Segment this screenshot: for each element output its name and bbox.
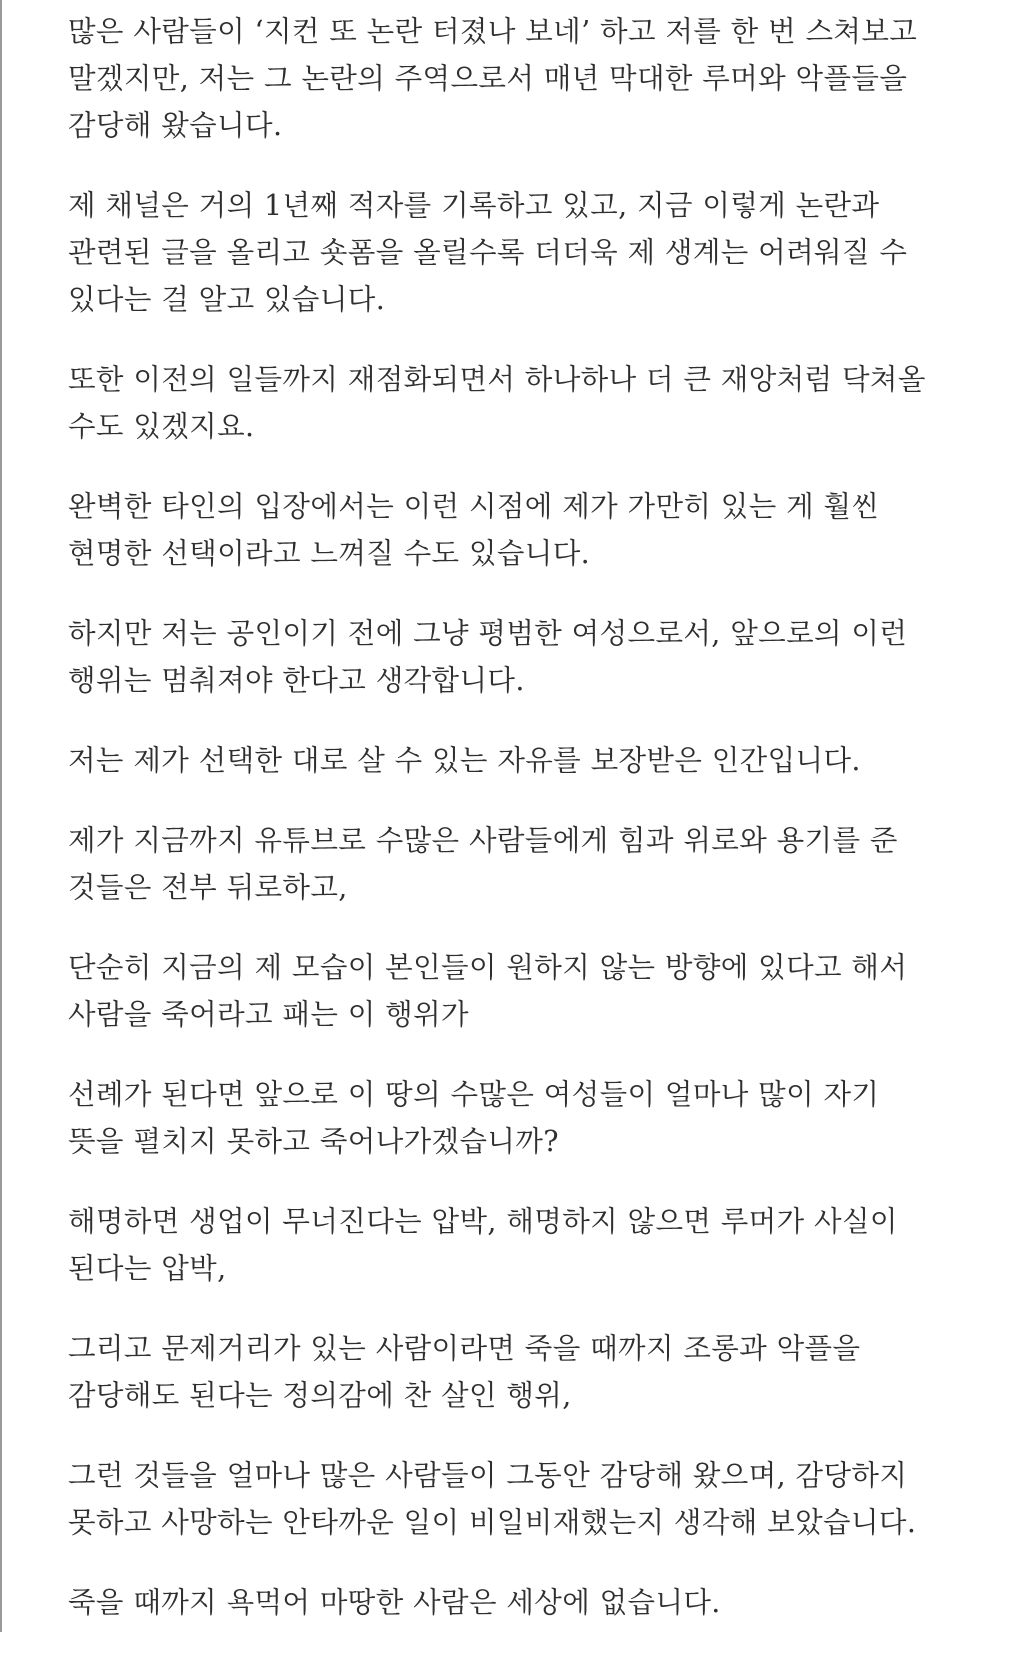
text-line: 수도 있겠지요. [68, 410, 255, 443]
text-line: 감당해도 된다는 정의감에 찬 살인 행위, [68, 1379, 572, 1412]
text-line: 뜻을 펼치지 못하고 죽어나가겠습니까? [68, 1125, 559, 1158]
text-line: 완벽한 타인의 입장에서는 이런 시점에 제가 가만히 있는 게 훨씬 [68, 490, 880, 523]
text-line: 단순히 지금의 제 모습이 본인들이 원하지 않는 방향에 있다고 해서 [68, 951, 908, 984]
text-line: 있다는 걸 알고 있습니다. [68, 283, 386, 316]
paragraph [68, 356, 968, 450]
paragraph [68, 1452, 968, 1546]
text-line: 행위는 멈춰져야 한다고 생각합니다. [68, 664, 525, 697]
paragraph [68, 483, 968, 577]
text-line: 된다는 압박, [68, 1252, 227, 1285]
paragraph [68, 182, 968, 323]
text-line: 관련된 글을 올리고 숏폼을 올릴수록 더더욱 제 생계는 어려워질 수 [68, 236, 908, 269]
article-body [68, 8, 968, 1659]
paragraph [68, 610, 968, 704]
text-line: 해명하면 생업이 무너진다는 압박, 해명하지 않으면 루머가 사실이 [68, 1205, 898, 1238]
text-line: 그리고 문제거리가 있는 사람이라면 죽을 때까지 조롱과 악플을 [68, 1332, 861, 1365]
paragraph [68, 8, 968, 149]
text-line: 사람을 죽어라고 패는 이 행위가 [68, 998, 469, 1031]
paragraph [68, 1071, 968, 1165]
text-line: 말겠지만, 저는 그 논란의 주역으로서 매년 막대한 루머와 악플들을 [68, 62, 908, 95]
paragraph [68, 944, 968, 1038]
text-line: 것들은 전부 뒤로하고, [68, 871, 348, 904]
paragraph [68, 817, 968, 911]
text-line: 그런 것들을 얼마나 많은 사람들이 그동안 감당해 왔으며, 감당하지 [68, 1459, 908, 1492]
text-line: 감당해 왔습니다. [68, 109, 283, 142]
text-line: 제 채널은 거의 1년째 적자를 기록하고 있고, 지금 이렇게 논란과 [68, 189, 880, 222]
paragraph [68, 737, 968, 784]
text-line: 제가 지금까지 유튜브로 수많은 사람들에게 힘과 위로와 용기를 준 [68, 824, 898, 857]
paragraph [68, 1325, 968, 1419]
text-line: 죽을 때까지 욕먹어 마땅한 사람은 세상에 없습니다. [68, 1586, 721, 1619]
text-line: 저는 제가 선택한 대로 살 수 있는 자유를 보장받은 인간입니다. [68, 744, 861, 777]
text-line: 현명한 선택이라고 느껴질 수도 있습니다. [68, 537, 591, 570]
text-line: 못하고 사망하는 안타까운 일이 비일비재했는지 생각해 보았습니다. [68, 1506, 917, 1539]
paragraph [68, 1579, 968, 1626]
text-line: 또한 이전의 일들까지 재점화되면서 하나하나 더 큰 재앙처럼 닥쳐올 [68, 363, 926, 396]
text-line: 많은 사람들이 ‘지컨 또 논란 터졌나 보네’ 하고 저를 한 번 스쳐보고 [68, 15, 918, 48]
text-line: 하지만 저는 공인이기 전에 그냥 평범한 여성으로서, 앞으로의 이런 [68, 617, 908, 650]
paragraph [68, 1198, 968, 1292]
text-line: 선례가 된다면 앞으로 이 땅의 수많은 여성들이 얼마나 많이 자기 [68, 1078, 880, 1111]
